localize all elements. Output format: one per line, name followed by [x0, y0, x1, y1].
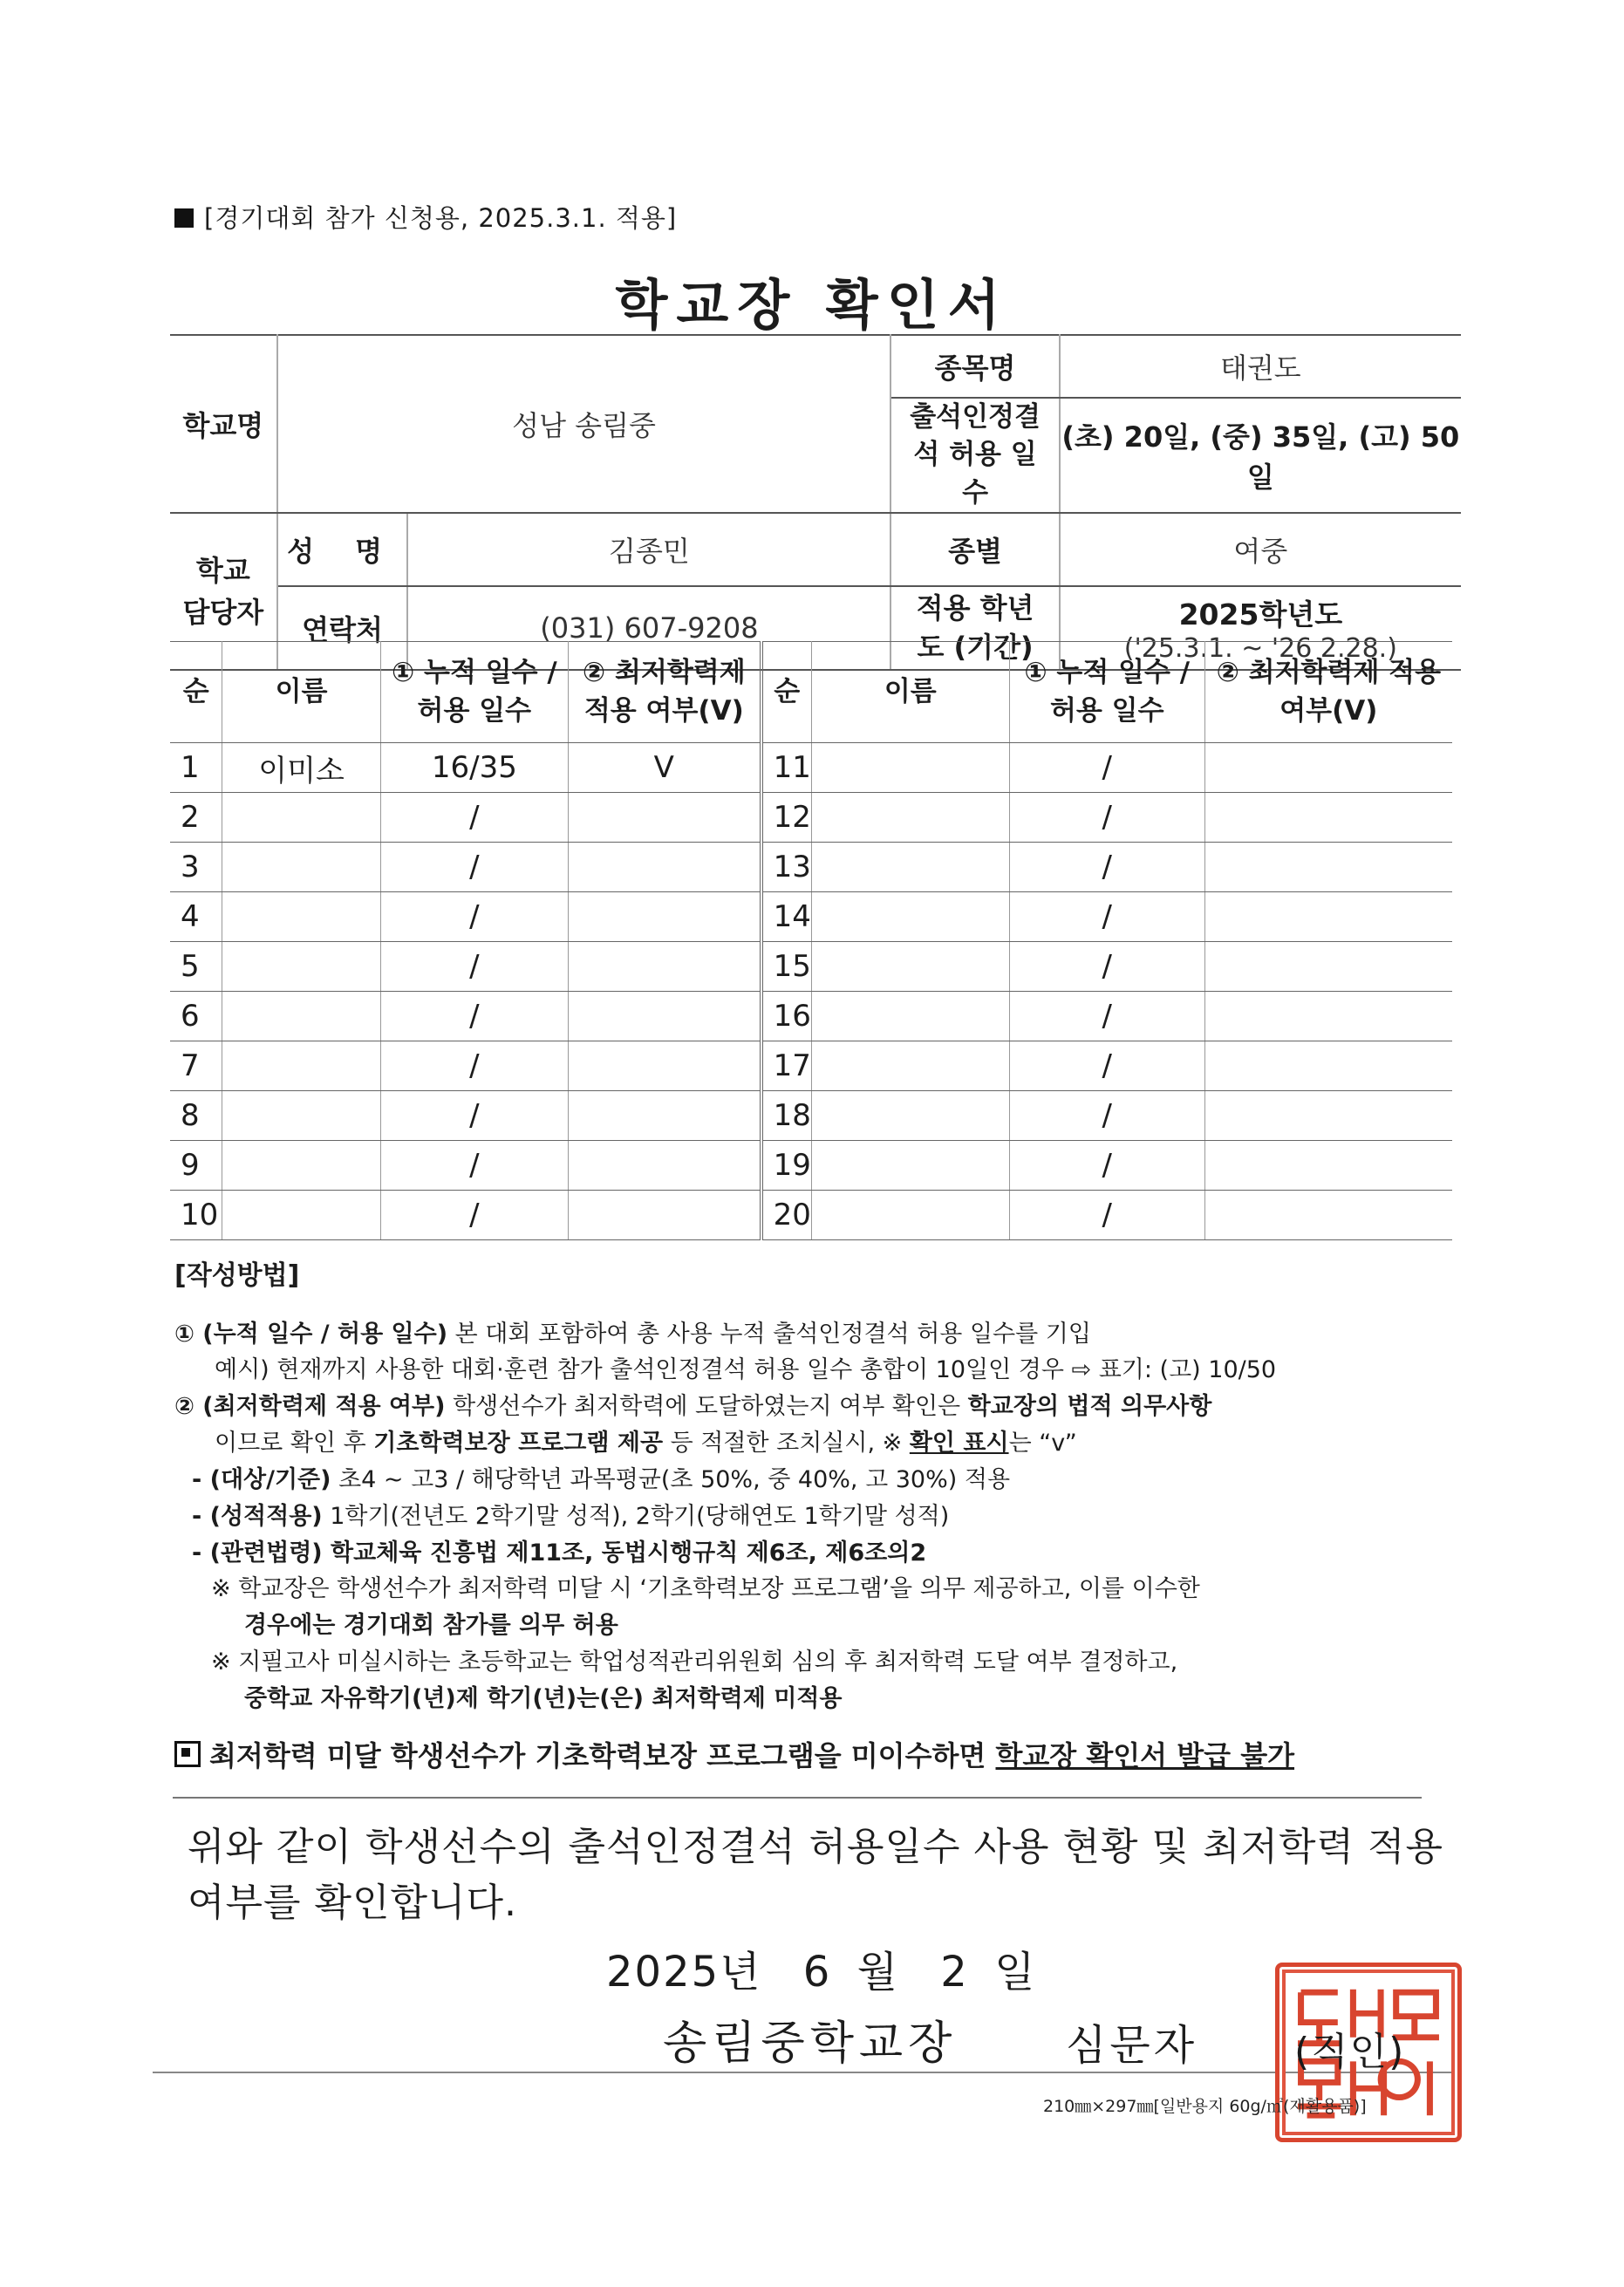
- days-cell: /: [380, 1091, 568, 1141]
- school-value: 성남 송림중: [277, 335, 891, 513]
- item2-line2a: 이므로 확인 후: [215, 1430, 374, 1458]
- min-cell: [569, 843, 761, 892]
- header-note-text: [경기대회 참가 신청용, 2025.3.1. 적용]: [204, 203, 678, 233]
- year-label: 적용 학년도 (기간): [890, 586, 1059, 670]
- min-cell: V: [569, 743, 761, 793]
- item2-bold3: 확인 표시: [909, 1430, 1009, 1458]
- days-cell: /: [380, 992, 568, 1041]
- table-row: [170, 793, 1452, 843]
- seq-cell: 3: [170, 843, 222, 892]
- seq-cell: 19: [761, 1141, 812, 1191]
- min-cell: [569, 1191, 761, 1240]
- name-header: 이름: [811, 642, 1009, 743]
- seq-header: 순: [761, 642, 812, 743]
- days-cell: 16/35: [380, 743, 568, 793]
- min-cell: [1204, 1141, 1452, 1191]
- sport-value: 태권도: [1060, 335, 1461, 398]
- confirm-statement: 위와 같이 학생선수의 출석인정결석 허용일수 사용 현황 및 최저학력 적용 여부를 확인합니다.: [188, 1825, 1443, 1925]
- method-item-2-line2: [174, 1425, 1448, 1462]
- min-cell: [1204, 793, 1452, 843]
- date-year: 2025년: [606, 1948, 762, 1997]
- days-cell: /: [1009, 743, 1204, 793]
- seq-cell: 9: [170, 1141, 222, 1191]
- allow-label: 출석인정결석 허용 일수: [890, 398, 1059, 513]
- days-cell: /: [1009, 793, 1204, 843]
- square-bullet-icon: [174, 208, 194, 228]
- days-cell: /: [1009, 1141, 1204, 1191]
- min-cell: [569, 942, 761, 992]
- name-cell: 이미소: [222, 743, 380, 793]
- checkbox-mark-icon: [174, 1741, 201, 1767]
- name-cell: [811, 1091, 1009, 1141]
- days-cell: /: [380, 1141, 568, 1191]
- item2-head: ② (최저학력제 적용 여부): [174, 1393, 446, 1421]
- seq-cell: 6: [170, 992, 222, 1041]
- section-divider: [173, 1797, 1422, 1799]
- bullet1-head: - (대상/기준): [192, 1465, 331, 1493]
- table-row: [170, 992, 1452, 1041]
- min-cell: [1204, 992, 1452, 1041]
- name-cell: [222, 793, 380, 843]
- allow-value: (초) 20일, (중) 35일, (고) 50일: [1060, 398, 1461, 513]
- method-bullet-1: [174, 1462, 1448, 1498]
- method-title: [작성방법]: [174, 1260, 300, 1291]
- contact-label: 연락처: [277, 586, 408, 670]
- name-cell: [811, 992, 1009, 1041]
- item2-line2b: 등 적절한 조치실시, ※: [663, 1430, 910, 1458]
- days-header: ① 누적 일수 / 허용 일수: [380, 642, 568, 743]
- days-cell: /: [1009, 843, 1204, 892]
- table-row: [170, 892, 1452, 942]
- seq-cell: 1: [170, 743, 222, 793]
- item2-bold1: 학교장의 법적 의무사항: [967, 1393, 1212, 1421]
- bullet2-head: - (성적적용): [192, 1502, 323, 1530]
- name-cell: [811, 1141, 1009, 1191]
- name-label: 성 명: [277, 513, 408, 586]
- days-cell: /: [380, 942, 568, 992]
- name-cell: [222, 992, 380, 1041]
- bullet2-text: 1학기(전년도 2학기말 성적), 2학기(당해연도 1학기말 성적): [322, 1502, 950, 1530]
- method-note-1-line2: 경우에는 경기대회 참가를 의무 허용: [244, 1612, 618, 1640]
- seq-cell: 18: [761, 1091, 812, 1141]
- min-cell: [569, 1091, 761, 1141]
- seq-cell: 11: [761, 743, 812, 793]
- days-cell: /: [380, 793, 568, 843]
- date-day-unit: 일: [994, 1948, 1037, 1997]
- name-cell: [222, 892, 380, 942]
- seq-cell: 15: [761, 942, 812, 992]
- name-cell: [811, 843, 1009, 892]
- item2-line2c: 는 “v”: [1008, 1430, 1077, 1458]
- year-period: ('25.3.1. ~ '26 2.28.): [1123, 633, 1397, 665]
- method-note-2-line2: 중학교 자유학기(년)제 학기(년)는(은) 최저학력제 미적용: [244, 1684, 843, 1712]
- table-row: [170, 843, 1452, 892]
- name-cell: [222, 1091, 380, 1141]
- item1-example: 예시) 현재까지 사용한 대회·훈련 참가 출석인정결석 허용 일수 총합이 10일인 경우 ⇨ 표기: (고) 10/50: [215, 1356, 1277, 1384]
- min-cell: [1204, 1041, 1452, 1091]
- seq-cell: 4: [170, 892, 222, 942]
- name-header: 이름: [222, 642, 380, 743]
- min-cell: [1204, 942, 1452, 992]
- final-text: 최저학력 미달 학생선수가 기초학력보장 프로그램을 미이수하면: [209, 1738, 996, 1772]
- seq-cell: 16: [761, 992, 812, 1041]
- seq-cell: 20: [761, 1191, 812, 1240]
- table-row: [170, 1191, 1452, 1240]
- table-row: [170, 743, 1452, 793]
- name-cell: [222, 843, 380, 892]
- days-cell: /: [380, 892, 568, 942]
- roster-header-row: [170, 642, 1452, 743]
- min-header: ② 최저학력제 적용 여부(V): [1204, 642, 1452, 743]
- date-month-unit: 월: [856, 1948, 899, 1997]
- method-section: [174, 1256, 1448, 1778]
- type-label: 종별: [890, 513, 1059, 586]
- name-cell: [811, 743, 1009, 793]
- item2-text: 학생선수가 최저학력에 도달하였는지 여부 확인은: [445, 1393, 968, 1421]
- days-cell: /: [1009, 1041, 1204, 1091]
- bullet3-text: 학교체육 진흥법 제11조, 동법시행규칙 제6조, 제6조의2: [322, 1539, 927, 1567]
- seq-cell: 12: [761, 793, 812, 843]
- name-cell: [222, 1041, 380, 1091]
- min-cell: [569, 793, 761, 843]
- days-cell: /: [380, 843, 568, 892]
- seq-header: 순: [170, 642, 222, 743]
- min-cell: [1204, 1091, 1452, 1141]
- name-cell: [811, 793, 1009, 843]
- school-label: 학교명: [170, 335, 277, 513]
- date-month: 6: [802, 1948, 832, 1997]
- days-cell: /: [1009, 942, 1204, 992]
- days-header: ① 누적 일수 / 허용 일수: [1009, 642, 1204, 743]
- sport-label: 종목명: [890, 335, 1059, 398]
- manager-label: 학교 담당자: [170, 513, 277, 670]
- method-item-2: [174, 1389, 1448, 1425]
- name-cell: [811, 892, 1009, 942]
- bullet3-head: - (관련법령): [192, 1539, 323, 1567]
- name-cell: [811, 1191, 1009, 1240]
- footer-divider: [153, 2072, 1452, 2073]
- method-note-1: ※ 학교장은 학생선수가 최저학력 미달 시 ‘기초학력보장 프로그램’을 의무 제공하고, 이를 이수한: [211, 1575, 1200, 1603]
- type-value: 여중: [1060, 513, 1461, 586]
- method-bullet-3: [174, 1535, 1448, 1572]
- name-cell: [811, 942, 1009, 992]
- seq-cell: 10: [170, 1191, 222, 1240]
- method-item-1: [174, 1316, 1448, 1353]
- seq-cell: 17: [761, 1041, 812, 1091]
- roster-table: [170, 641, 1452, 1240]
- info-table: [170, 334, 1461, 671]
- name-cell: [222, 1141, 380, 1191]
- method-final-note: [174, 1735, 1448, 1778]
- days-cell: /: [1009, 992, 1204, 1041]
- table-row: [170, 1041, 1452, 1091]
- min-cell: [1204, 892, 1452, 942]
- seq-cell: 8: [170, 1091, 222, 1141]
- document-title: 학교장 확인서: [615, 273, 1009, 337]
- item2-bold2: 기초학력보장 프로그램 제공: [373, 1430, 664, 1458]
- days-cell: /: [380, 1191, 568, 1240]
- method-note-2: ※ 지필고사 미실시하는 초등학교는 학업성적관리위원회 심의 후 최저학력 도달 여부 결정하고,: [211, 1649, 1178, 1676]
- days-cell: /: [1009, 1191, 1204, 1240]
- name-value: 김종민: [407, 513, 890, 586]
- name-cell: [811, 1041, 1009, 1091]
- min-cell: [569, 992, 761, 1041]
- min-cell: [569, 1141, 761, 1191]
- name-cell: [222, 942, 380, 992]
- seq-cell: 2: [170, 793, 222, 843]
- method-bullet-2: [174, 1498, 1448, 1535]
- days-cell: /: [380, 1041, 568, 1091]
- header-note: [174, 199, 677, 235]
- table-row: [170, 1091, 1452, 1141]
- paper-spec-note: 210㎜×297㎜[일반용지 60g/㎡(재활용품)]: [1043, 2097, 1367, 2116]
- roster-body: [170, 642, 1452, 1240]
- min-header: ② 최저학력제 적용 여부(V): [569, 642, 761, 743]
- contact-value: (031) 607-9208: [407, 586, 890, 670]
- seq-cell: 7: [170, 1041, 222, 1091]
- signer-name: 심문자: [1066, 2021, 1198, 2070]
- bullet1-text: 초4 ~ 고3 / 해당학년 과목평균(초 50%, 중 40%, 고 30%) 적용: [331, 1465, 1011, 1493]
- name-cell: [222, 1191, 380, 1240]
- seq-cell: 14: [761, 892, 812, 942]
- signer-title: 송림중학교장: [663, 2017, 958, 2070]
- seal-label: (직인): [1294, 2030, 1406, 2074]
- final-underline: 학교장 확인서 발급 불가: [995, 1738, 1295, 1772]
- min-cell: [569, 1041, 761, 1091]
- min-cell: [569, 892, 761, 942]
- item1-text: 본 대회 포함하여 총 사용 누적 출석인정결석 허용 일수를 기입: [447, 1320, 1091, 1348]
- table-row: [170, 1141, 1452, 1191]
- item1-head: ① (누적 일수 / 허용 일수): [174, 1320, 448, 1348]
- seq-cell: 13: [761, 843, 812, 892]
- days-cell: /: [1009, 892, 1204, 942]
- date-day: 2: [940, 1948, 969, 1997]
- seq-cell: 5: [170, 942, 222, 992]
- min-cell: [1204, 843, 1452, 892]
- min-cell: [1204, 1191, 1452, 1240]
- days-cell: /: [1009, 1091, 1204, 1141]
- table-row: [170, 942, 1452, 992]
- date-line: [606, 1938, 1036, 1998]
- min-cell: [1204, 743, 1452, 793]
- year-value: 2025학년도: [1178, 597, 1343, 632]
